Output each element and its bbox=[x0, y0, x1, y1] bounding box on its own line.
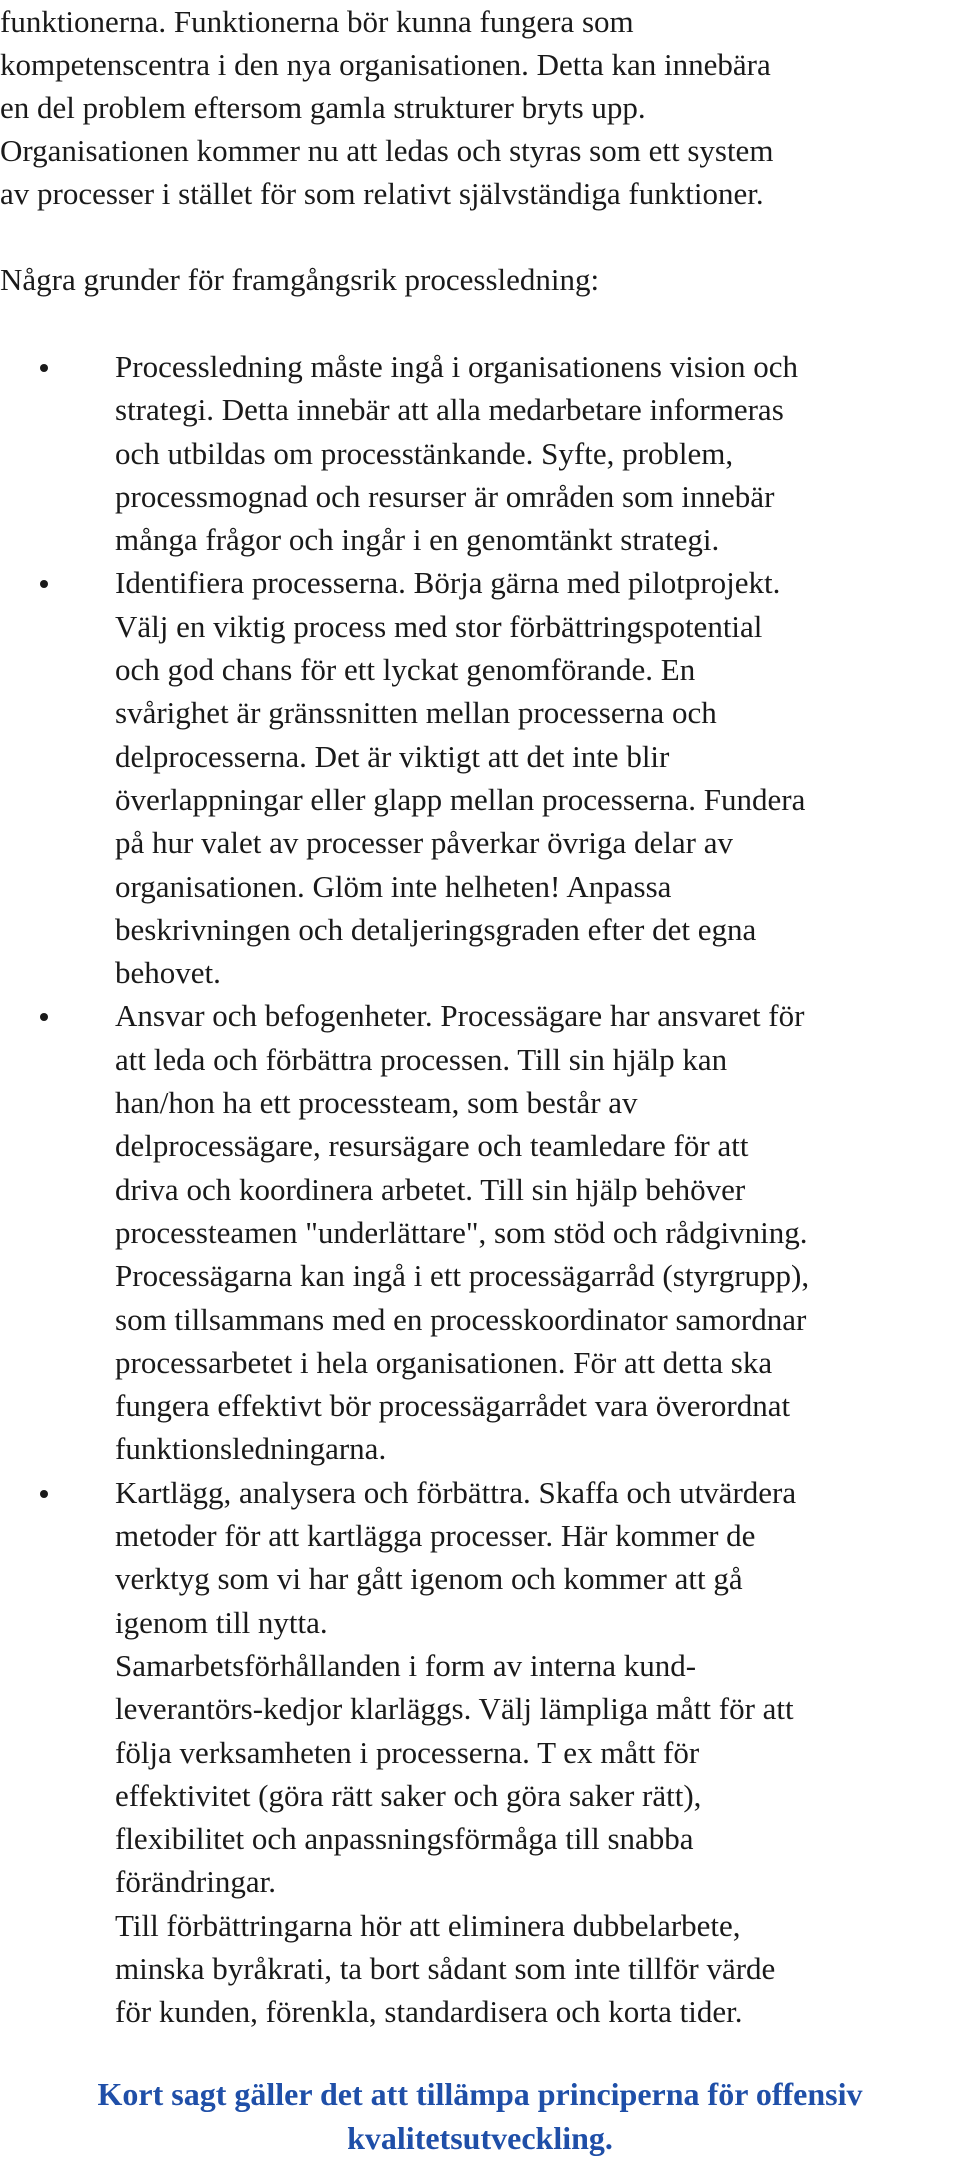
intro-line: en del problem eftersom gamla strukturer bryts upp. bbox=[0, 90, 646, 125]
bullet-line: organisationen. Glöm inte helheten! Anpassa bbox=[115, 868, 672, 904]
bullet-line: funktionsledningarna. bbox=[115, 1431, 387, 1467]
intro-line: Organisationen kommer nu att ledas och styras som ett system bbox=[0, 133, 774, 168]
bullet-line: behovet. bbox=[115, 955, 221, 991]
bullet-icon bbox=[40, 364, 48, 372]
bullet-line: strategi. Detta innebär att alla medarbetare informeras bbox=[115, 392, 784, 428]
section-heading: Några grunder för framgångsrik processledning: bbox=[0, 262, 600, 297]
bullet-line: som tillsammans med en processkoordinator samordnar bbox=[115, 1301, 807, 1337]
intro-line: funktionerna. Funktionerna bör kunna fungera som bbox=[0, 4, 634, 39]
bullet-line: metoder för att kartlägga processer. Här kommer de bbox=[115, 1518, 756, 1554]
bullet-line: leverantörs-kedjor klarläggs. Välj lämpliga mått för att bbox=[115, 1691, 794, 1727]
bullet-item-responsibility bbox=[0, 994, 960, 1470]
conclusion-line: kvalitetsutveckling. bbox=[347, 2120, 613, 2156]
bullet-line: processteamen "underlättare", som stöd och rådgivning. bbox=[115, 1214, 808, 1250]
bullet-line: förändringar. bbox=[115, 1864, 276, 1900]
bullet-line: igenom till nytta. bbox=[115, 1604, 328, 1640]
bullet-item-strategy bbox=[0, 345, 960, 561]
bullet-line: han/hon ha ett processteam, som består av bbox=[115, 1085, 638, 1121]
conclusion-line: Kort sagt gäller det att tillämpa principerna för offensiv bbox=[97, 2076, 863, 2112]
bullet-line: överlappningar eller glapp mellan processerna. Fundera bbox=[115, 781, 806, 817]
bullet-line: Kartlägg, analysera och förbättra. Skaffa och utvärdera bbox=[115, 1474, 797, 1510]
bullet-icon bbox=[40, 580, 48, 588]
bullet-icon bbox=[40, 1490, 48, 1498]
bullet-line: Ansvar och befogenheter. Processägare har ansvaret för bbox=[115, 998, 805, 1034]
bullet-line: verktyg som vi har gått igenom och kommer att gå bbox=[115, 1561, 743, 1597]
bullet-line: Välj en viktig process med stor förbättringspotential bbox=[115, 608, 763, 644]
bullet-line: att leda och förbättra processen. Till sin hjälp kan bbox=[115, 1041, 728, 1077]
bullet-line: minska byråkrati, ta bort sådant som inte tillför värde bbox=[115, 1950, 776, 1986]
bullet-line: för kunden, förenkla, standardisera och korta tider. bbox=[115, 1994, 743, 2030]
bullet-line: svårighet är gränssnitten mellan processerna och bbox=[115, 695, 717, 731]
bullet-icon bbox=[40, 1013, 48, 1021]
bullet-line: på hur valet av processer påverkar övriga delar av bbox=[115, 825, 733, 861]
bullet-item-map-analyze bbox=[0, 1471, 960, 2034]
bullet-line: effektivitet (göra rätt saker och göra saker rätt), bbox=[115, 1777, 702, 1813]
bullet-line: driva och koordinera arbetet. Till sin hjälp behöver bbox=[115, 1171, 746, 1207]
bullet-line: processmognad och resurser är områden som innebär bbox=[115, 478, 775, 514]
bullet-line: Processägarna kan ingå i ett processägarråd (styrgrupp), bbox=[115, 1258, 810, 1294]
bullet-line: och utbildas om processtänkande. Syfte, problem, bbox=[115, 435, 734, 471]
bullet-line: många frågor och ingår i en genomtänkt strategi. bbox=[115, 522, 720, 558]
bullet-line: Identifiera processerna. Börja gärna med pilotprojekt. bbox=[115, 565, 781, 601]
bullet-line: delprocessägare, resursägare och teamledare för att bbox=[115, 1128, 749, 1164]
bullet-line: Processledning måste ingå i organisationens vision och bbox=[115, 349, 799, 384]
bullet-line: beskrivningen och detaljeringsgraden efter det egna bbox=[115, 911, 757, 947]
bullet-list bbox=[0, 345, 960, 2034]
bullet-line: fungera effektivt bör processägarrådet vara överordnat bbox=[115, 1388, 791, 1424]
intro-paragraph bbox=[0, 0, 950, 215]
bullet-line: Samarbetsförhållanden i form av interna kund- bbox=[115, 1647, 697, 1683]
conclusion-text bbox=[0, 2072, 960, 2160]
intro-line: av processer i stället för som relativt självständiga funktioner. bbox=[0, 176, 764, 211]
bullet-line: Till förbättringarna hör att eliminera dubbelarbete, bbox=[115, 1907, 741, 1943]
bullet-item-identify bbox=[0, 561, 960, 994]
bullet-line: följa verksamheten i processerna. T ex mått för bbox=[115, 1734, 700, 1770]
bullet-line: flexibilitet och anpassningsförmåga till snabba bbox=[115, 1821, 694, 1857]
bullet-line: och god chans för ett lyckat genomförande. En bbox=[115, 652, 696, 688]
intro-line: kompetenscentra i den nya organisationen. Detta kan innebära bbox=[0, 47, 771, 82]
bullet-line: delprocesserna. Det är viktigt att det inte blir bbox=[115, 738, 670, 774]
bullet-line: processarbetet i hela organisationen. För att detta ska bbox=[115, 1344, 773, 1380]
